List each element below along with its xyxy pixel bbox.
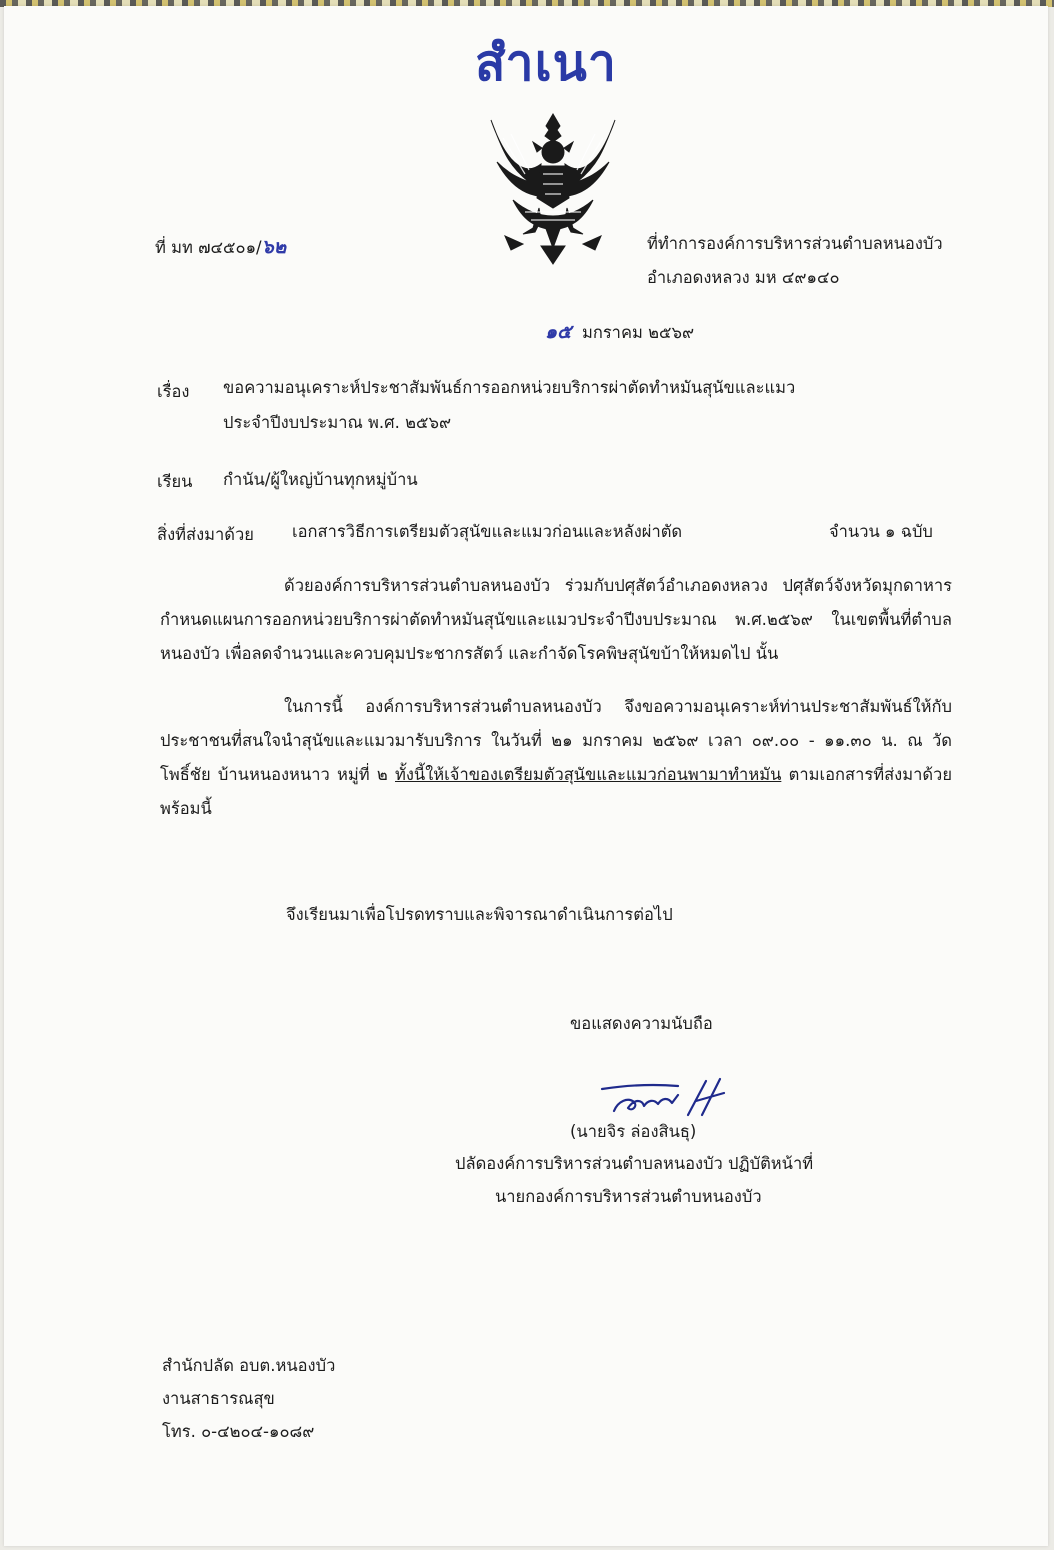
office-address-line2: อำเภอดงหลวง มห ๔๙๑๔๐ <box>647 268 840 287</box>
recipient-text: กำนัน/ผู้ใหญ่บ้านทุกหมู่บ้าน <box>223 470 418 489</box>
copy-stamp: สำเนา <box>475 34 617 92</box>
date-handwritten-day: ๑๕ <box>545 321 572 343</box>
reference-number <box>155 235 286 260</box>
body-paragraph-1 <box>160 569 952 671</box>
signer-name: (นายจิร ล่องสินธุ) <box>570 1122 697 1141</box>
signature-icon <box>598 1075 730 1119</box>
enclosure-count: จำนวน ๑ ฉบับ <box>829 522 933 541</box>
body-paragraph-2-text: ในการนี้ องค์การบริหารส่วนตำบลหนองบัว จึงขอความอนุเคราะห์ท่านประชาสัมพันธ์ให้กับประชาชนที่สนใจนำสุนัขและแมวมารับบริการ ในวันที่ ๒๑ มกราคม ๒๕๖๙ เวลา ๐๙.๐๐ - ๑๑.๓๐ น. ณ วัดโพธิ์ชัย บ้านหนองหนาว หมู่ที่ ๒ <box>160 697 952 784</box>
garuda-emblem-icon <box>483 108 623 266</box>
footer-section: งานสาธารณสุข <box>162 1389 275 1408</box>
body-paragraph-1-text: ด้วยองค์การบริหารส่วนตำบลหนองบัว ร่วมกับปศุสัตว์อำเภอดงหลวง ปศุสัตว์จังหวัดมุกดาหาร กำหนดแผนการออกหน่วยบริการผ่าตัดทำหมันสุนัขและแมวประจำปีงบประมาณ พ.ศ.๒๕๖๙ ในเขตพื้นที่ตำบลหนองบัว เพื่อลดจำนวนและควบคุมประชากรสัตว์ และกำจัดโรคพิษสุนัขบ้าให้หมดไป นั้น <box>160 576 952 663</box>
subject-label: เรื่อง <box>157 382 190 401</box>
document-date <box>545 320 694 345</box>
body-paragraph-2 <box>160 690 952 826</box>
subject-line1: ขอความอนุเคราะห์ประชาสัมพันธ์การออกหน่วยบริการผ่าตัดทำหมันสุนัขและแมว <box>223 378 796 397</box>
office-address-line1: ที่ทำการองค์การบริหารส่วนตำบลหนองบัว <box>647 234 943 253</box>
enclosure-text: เอกสารวิธีการเตรียมตัวสุนัขและแมวก่อนและหลังผ่าตัด <box>292 522 683 541</box>
recipient-label: เรียน <box>157 472 193 491</box>
footer-phone: โทร. ๐-๔๒๐๔-๑๐๘๙ <box>162 1422 315 1441</box>
enclosure-label: สิ่งที่ส่งมาด้วย <box>157 525 254 544</box>
signer-title-line1: ปลัดองค์การบริหารส่วนตำบลหนองบัว ปฏิบัติหน้าที่ <box>455 1154 814 1173</box>
date-month-year: มกราคม ๒๕๖๙ <box>581 323 695 342</box>
subject-line2: ประจำปีงบประมาณ พ.ศ. ๒๕๖๙ <box>223 413 452 432</box>
closing-sentence: จึงเรียนมาเพื่อโปรดทราบและพิจารณาดำเนินการต่อไป <box>286 905 673 924</box>
reference-handwritten: ๖๒ <box>261 236 287 258</box>
footer-department: สำนักปลัด อบต.หนองบัว <box>162 1356 336 1375</box>
reference-prefix: ที่ มท ๗๔๕๐๑/ <box>155 238 262 257</box>
body-paragraph-2-end: ตามเอกสารที่ส่งมาด้วยพร้อมนี้ <box>160 765 952 818</box>
regards: ขอแสดงความนับถือ <box>570 1014 713 1033</box>
body-paragraph-2-underlined: ทั้งนี้ให้เจ้าของเตรียมตัวสุนัขและแมวก่อนพามาทำหมัน <box>395 765 782 784</box>
signer-title-line2: นายกองค์การบริหารส่วนตำบหนองบัว <box>495 1187 762 1206</box>
